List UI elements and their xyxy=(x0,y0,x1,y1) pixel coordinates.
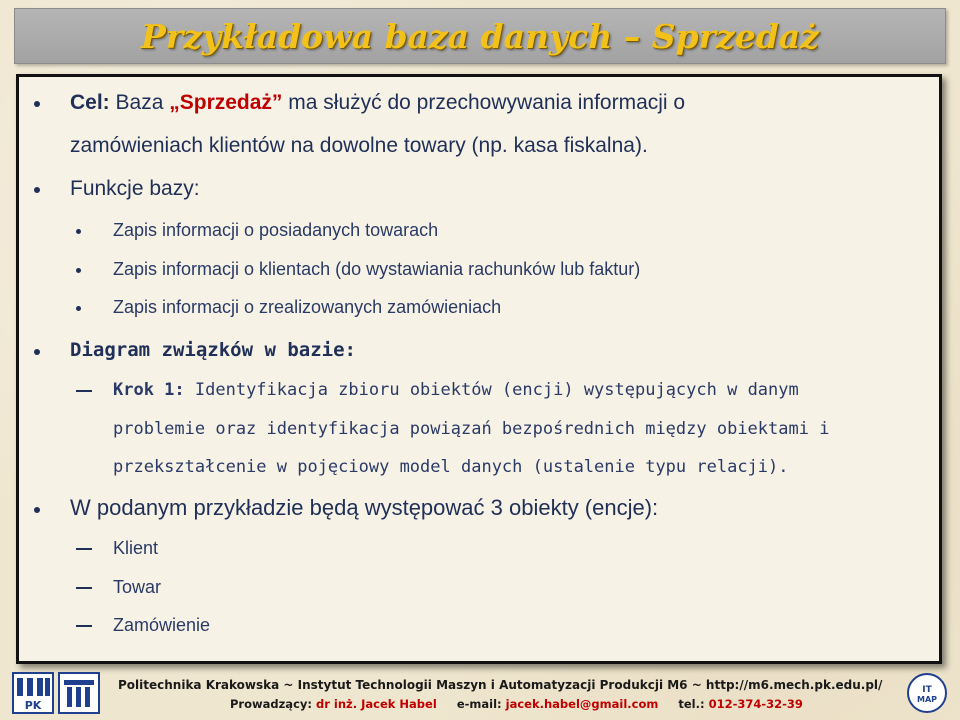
goal-text-after: ma służyć do przechowywania informacji o xyxy=(282,91,686,114)
bullet-icon xyxy=(34,507,40,513)
diagram-heading: Diagram związków w bazie: xyxy=(70,339,356,361)
title-bar xyxy=(14,8,946,64)
slide-title: Przykładowa baza danych – Sprzedaż xyxy=(141,16,819,56)
dash-icon xyxy=(76,587,92,589)
step-line-1 xyxy=(113,380,799,400)
bullet-icon xyxy=(34,187,40,193)
step-line-2: problemie oraz identyfikacja powiązań bezpośrednich między obiektami i xyxy=(113,419,830,439)
function-item: Zapis informacji o klientach (do wystawiania rachunków lub faktur) xyxy=(113,259,641,279)
goal-label: Cel: xyxy=(70,91,110,114)
phone-number: 012-374-32-39 xyxy=(708,697,803,711)
svg-text:IT: IT xyxy=(922,685,932,695)
footer-org-line: Politechnika Krakowska ~ Instytut Technologii Maszyn i Automatyzacji Produkcji M6 ~ http://m6.mech.pk.edu.pl/ xyxy=(118,678,883,692)
entity-item: Zamówienie xyxy=(113,615,211,635)
svg-text:MAP: MAP xyxy=(916,695,938,704)
bullet-icon xyxy=(34,349,40,355)
dash-icon xyxy=(76,390,92,392)
institute-logo-icon xyxy=(58,672,100,714)
email-label: e-mail: xyxy=(456,697,502,711)
email-link[interactable]: jacek.habel@gmail.com xyxy=(505,697,659,711)
dash-icon xyxy=(76,548,92,550)
lecturer-name: dr inż. Jacek Habel xyxy=(316,697,437,711)
functions-heading: Funkcje bazy: xyxy=(70,177,200,200)
itmap-logo-icon xyxy=(906,672,948,714)
dash-icon xyxy=(76,625,92,627)
goal-text-before: Baza xyxy=(109,91,170,114)
goal-line-1 xyxy=(70,91,685,115)
pk-logo-icon xyxy=(12,672,54,714)
function-item: Zapis informacji o zrealizowanych zamówieniach xyxy=(113,297,502,317)
content-box xyxy=(16,74,942,664)
pk-logo-text: PK xyxy=(24,699,42,712)
lecturer-label: Prowadzący: xyxy=(230,697,312,711)
goal-line-2: zamówieniach klientów na dowolne towary (np. kasa fiskalna). xyxy=(70,134,648,157)
entities-intro: W podanym przykładzie będą występować 3 obiekty (encje): xyxy=(70,495,659,520)
bullet-icon xyxy=(76,229,81,234)
bullet-icon xyxy=(76,268,81,273)
step-label: Krok 1: xyxy=(113,380,185,400)
phone-label: tel.: xyxy=(678,697,705,711)
step-text: Identyfikacja zbioru obiektów (encji) występujących w danym xyxy=(184,380,799,400)
footer-contact-line xyxy=(230,697,803,711)
goal-highlight: „Sprzedaż” xyxy=(169,91,283,114)
bullet-icon xyxy=(76,306,81,311)
entity-item: Towar xyxy=(113,577,162,597)
step-line-3: przekształcenie w pojęciowy model danych (ustalenie typu relacji). xyxy=(113,457,789,477)
bullet-icon xyxy=(34,101,40,107)
entity-item: Klient xyxy=(113,538,159,558)
function-item: Zapis informacji o posiadanych towarach xyxy=(113,220,439,240)
